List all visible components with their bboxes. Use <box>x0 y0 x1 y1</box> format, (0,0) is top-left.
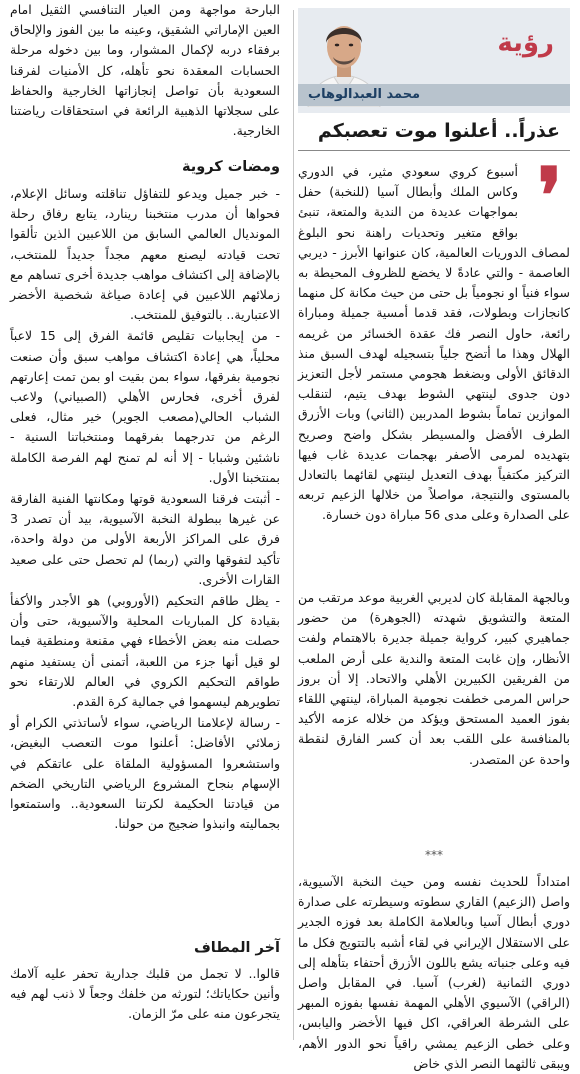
third-paragraph-text: امتداداً للحديث نفسه ومن حيث النخبة الآسيوية، واصل (الزعيم) القاري سطوته وسيطرته على صدارة دوري أبطال آسيا وبالعلامة الكاملة بعد فوزه الجدير على الاستقلال الإيراني في لقاء أشبه بالتتويج فكل ما فيه وعلى جنباته يشع باللون الأزرق أحتفاء بتأهله إلى دوري الثمانية (لغرب) آسيا. في المقابل واصل (الراقي) الآسيوي الأهلي المهمة نفسها بفوزه المبهر على الشرطة العراقي، اكل فيها الأخضر واليابس، وعلى خطى الزعيم يمشي راقياً نحو الدور الأهم، ويبقى ثالثهما النصر الذي خاض <box>298 874 570 1071</box>
second-paragraph <box>298 588 570 770</box>
flash-item: - خبر جميل ويدعو للتفاؤل تناقلته وسائل الإعلام، فحواها أن مدرب منتخبنا رينارد، يتابع رفاق رحلة المونديال العالمي السابق من اللاعبين الذين تألقوا تحت قيادته ليصنع معهم مجداً جديداً للمنتخب، بالإضافة إلى اكتشاف مواهب جديدة أخرى تساهم مع زملائهم اللاعبين في إعادة صياغة شخصية الأخضر الاعتبارية.. بالتوفيق للمنتخب. <box>10 186 280 323</box>
column-header <box>298 8 570 113</box>
right-column <box>298 0 570 1071</box>
section-separator: *** <box>425 848 443 862</box>
flash-item: - أثبتت فرقنا السعودية قوتها ومكانتها الفنية الفارقة عن غيرها ببطولة النخبة الآسيوية، بيد أن تصدر 3 فرق على المراكز الأربعة الأولى من دولة واحدة، تأكيد لتفوقها والتي (ربما) لم تحصل حتى على صعيد القارات الأخرى. <box>10 491 280 587</box>
column-divider <box>293 10 294 1040</box>
flashes-heading: ومضات كروية <box>181 159 280 175</box>
continued-paragraph-text: البارحة مواجهة ومن العيار التنافسي الثقيل امام العين الإماراتي الشقيق، وعينه ما بين الفوز والإلحاق برفقاء دربه لإكمال المشوار، وما بين دخوله مرحلة الحسابات المعقدة نحو تأهله، كل الأمنيات لفرقنا السعودية بأن تواصل إنجازاتها الخارجية والحفاظ على سجلاتها الذهبية الرائعة في استحقاقات رياضتنا الخارجية. <box>10 2 280 139</box>
last-heading: آخر المطاف <box>193 940 280 956</box>
flash-item: - رسالة لإعلامنا الرياضي، سواء لأساتذتي الكرام أو زملائي الأفاضل: أعلنوا موت التعصب البغيض، واستشعروا المسؤولية الملقاة على عاتقكم في الإسهام بنجاح المشروع الرياضي التاريخي الضخم من قيادتنا الحكيمة لكرتنا السعودية.. واستمتعوا بجماليته وانبذوا ضجيج من حولنا. <box>10 715 280 832</box>
last-paragraph-text: قالوا.. لا تجمل من قلبك جدارية تحفر عليه آلامك وأنين حكاياتك؛ لتورثه من خلفك وجعاً لا ذنب لهم فيه يتجرعون منه على مرّ الزمان. <box>10 966 280 1022</box>
opening-paragraph <box>298 162 570 526</box>
continued-paragraph <box>10 0 280 141</box>
left-column <box>10 0 280 1045</box>
last-paragraph <box>10 964 280 1025</box>
title-divider <box>298 150 570 151</box>
third-paragraph <box>298 872 570 1074</box>
flash-item: - يظل طاقم التحكيم (الأوروبي) هو الأجدر والأكفأ بقيادة كل المباريات المحلية والآسيوية، حتى وأن حصلت منه بعض الأخطاء فهي مقنعة ومنطقية فيما لو قيل أنها جزء من اللعبة، أتمنى أن يستفيد منهم طواقم التحكيم الكروي في العالم للارتقاء نحو تطويرهم ليسهموا في جمالية كرة القدم. <box>10 593 280 710</box>
quote-mark-icon: ❜ <box>537 151 562 240</box>
quote-spacer <box>518 162 570 226</box>
flashes-list <box>10 184 280 836</box>
section-tag: رؤية <box>497 28 554 58</box>
second-paragraph-text: وبالجهة المقابلة كان لديربي الغربية موعد مرتقب من المتعة والتشويق شهدته (الجوهرة) من حضور جماهيري كبير، كرواية جميلة جديرة بالاهتمام ولفت الأنظار، وإن غابت المتعة والندية على أرض الملعب من الفريقين الكبيرين الأهلي والاتحاد. إلا أن بروز حراس المرمى خطفت نجومية المباراة، لينتهي اللقاء بفوز العميد المستحق ويؤكد من خلاله عزمه الأكيد بالمنافسة على اللقب بعد أن كسر الفارق لنقطة واحدة عن المتصدر. <box>298 590 570 767</box>
author-name: محمد العبدالوهاب <box>298 84 570 106</box>
article-title: عذراً.. أعلنوا موت تعصبكم <box>317 120 560 142</box>
flash-item: - من إيجابيات تقليص قائمة الفرق إلى 15 لاعباً محلياً، هي إعادة اكتشاف مواهب سبق وأن صنعت نجومية بفرقها، سواء بمن بقيت او بمن تمت إعارتهم لفرق أخرى، فحارس الأهلي (الصبياني) ولاعب الشباب الحالي(مصعب الجوير) خير مثال، فعلى الرغم من تدرجهما بفرقهما ومنتخباتنا السنية - ناشئين وشبابا - إلا أنه لم تمنح لهم الفرصة الكاملة بمنتخبنا الأول. <box>10 328 280 485</box>
opening-paragraph-text: أسبوع كروي سعودي مثير، في الدوري وكاس الملك وأبطال آسيا (للنخبة) حفل بمواجهات عديدة من الندية والمتعة، تنبئ بواقع متغير وتحديات راهنة نحو البلوغ لمصاف الدوريات العالمية، كان عنوانها الأبرز - ديربي العاصمة - والتي عادةً لا يخضع للظروف المحيطة به سواء فنياً او نجومياً بل حتى من حيث مكانة كل منهما كانجازات وبطولات، فقد قدما أمسية جميلة ومباراة رائعة، حاول النصر فك عقدة الخسائر من غريمه الهلال وهذا ما أتضح جلياً بتسجيله لهدف السبق منذ الدقائق الأولى وبضغط هجومي مستمر لأجل التعزيز دون جدوى لينتهي الشوط بهدف يتيم، لتنقلب الموازين تماماً بشوط المدربين (الثاني) وبات الأزرق الطرف الأفضل والمسيطر بشكل واضح وصريح بتهديده لمرمى الأصفر بهجمات عديدة غاب فيها التركيز مكتفياً بهدف التعديل لينتهي لقائهما بالتعادل بالمستوى والنتيجة، مواصلاً من خلالها الزعيم تربعه على الصدارة وعلى مدى 56 مباراة دون خسارة. <box>298 164 570 523</box>
